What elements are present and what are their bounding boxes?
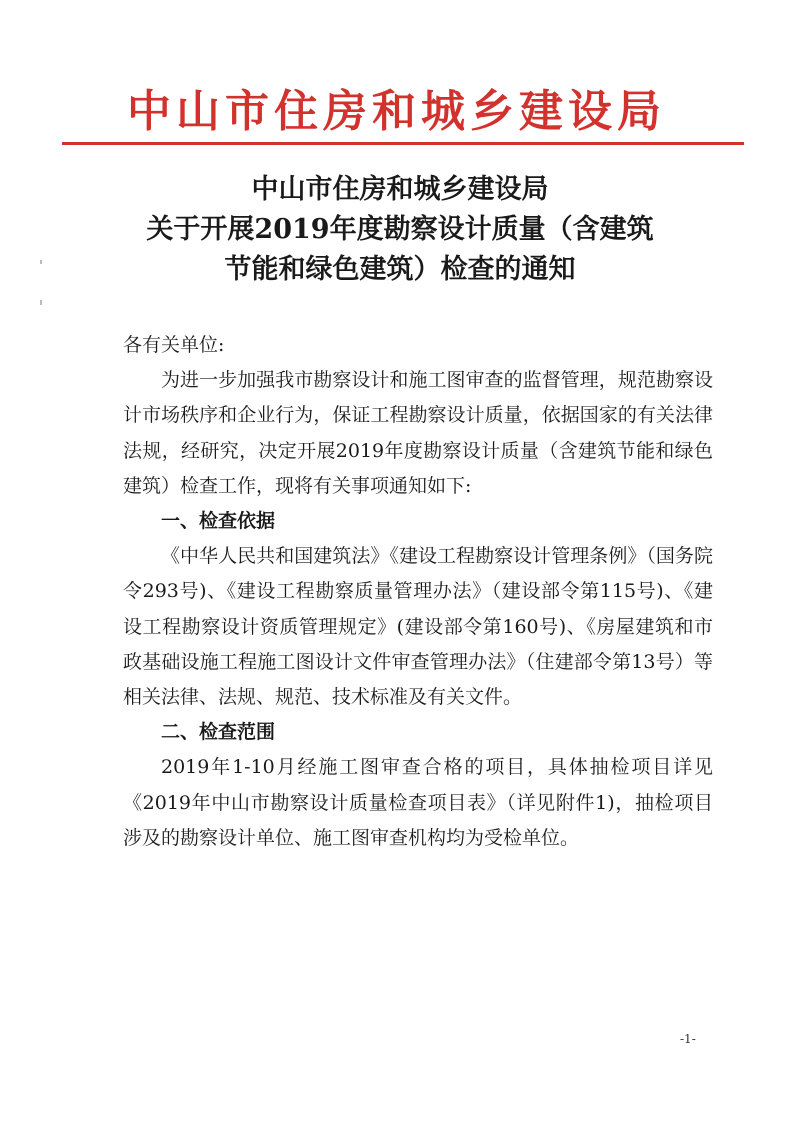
letterhead-red-rule [62,142,744,145]
scan-artifact [40,300,42,305]
letterhead-org-name: 中山市住房和城乡建设局 [127,86,666,137]
title-line-3: 节能和绿色建筑）检查的通知 [224,254,576,285]
title-line-2: 关于开展2019年度勘察设计质量（含建筑 [146,214,654,245]
intro-paragraph: 为进一步加强我市勘察设计和施工图审查的监督管理，规范勘察设计市场秩序和企业行为，保证工程勘察设计质量，依据国家的有关法律法规，经研究，决定开展2019年度勘察设计质量（含建筑节能和绿色建筑）检查工作，现将有关事项通知如下: [123,369,713,497]
section-2-paragraph: 2019年1-10月经施工图审查合格的项目，具体抽检项目详见《2019年中山市勘察设计质量检查项目表》（详见附件1)，抽检项目涉及的勘察设计单位、施工图审查机构均为受检单位。 [123,756,713,849]
page-number: -1- [680,1032,696,1046]
title-line-1: 中山市住房和城乡建设局 [251,174,549,205]
salutation: 各有关单位: [123,334,225,356]
section-1-paragraph: 《中华人民共和国建筑法》《建设工程勘察设计管理条例》（国务院令293号)、《建设工程勘察质量管理办法》（建设部令第115号)、《建设工程勘察设计资质管理规定》(建设部令第160号)、《房屋建筑和市政基础设施工程施工图设计文件审查管理办法》（住建部令第13号）等相关法律、法规、规范、技术标准及有关文件。 [123,545,713,709]
section-2-heading: 二、检查范围 [161,721,276,744]
document-title [60,170,740,290]
document-body [123,328,713,856]
scan-artifact [40,260,42,264]
section-1-heading: 一、检查依据 [161,510,276,533]
